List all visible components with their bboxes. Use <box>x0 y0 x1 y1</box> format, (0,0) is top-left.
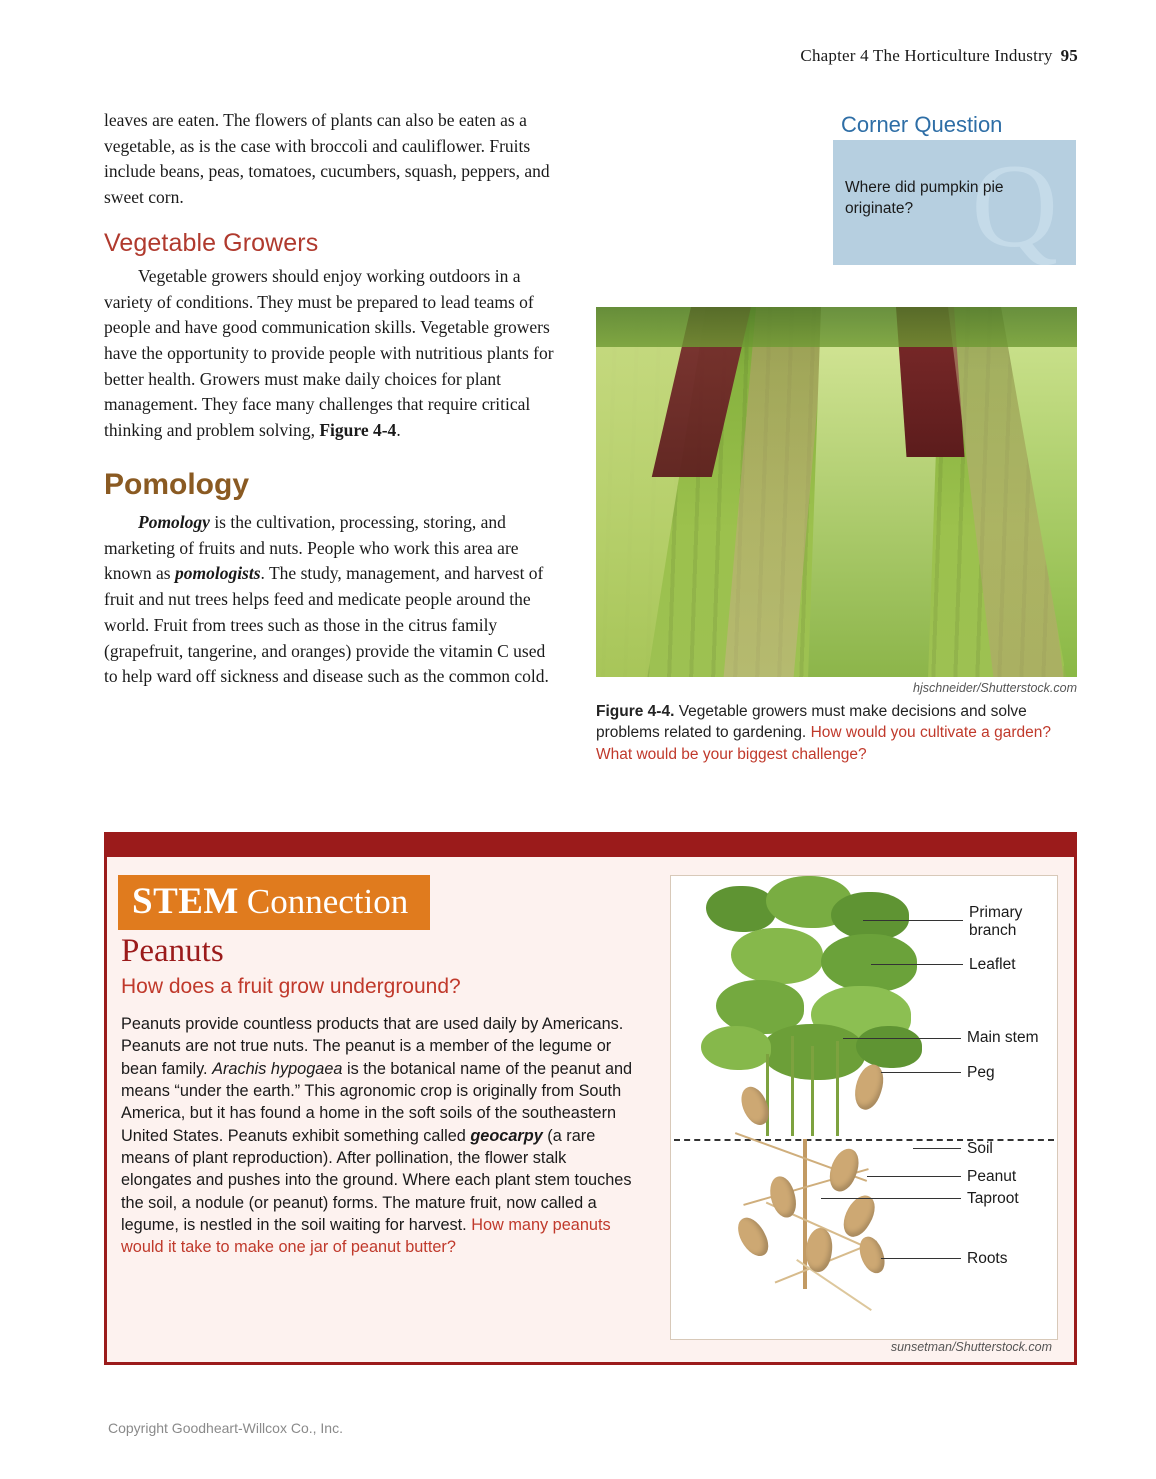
footer-copyright: Copyright Goodheart-Willcox Co., Inc. <box>108 1420 343 1436</box>
stem-connection-subtitle: How does a fruit grow underground? <box>121 975 461 998</box>
stem-banner-bold: STEM <box>132 881 239 922</box>
figure-4-4 <box>596 307 1077 765</box>
page-number: 95 <box>1060 46 1078 65</box>
question-mark-watermark-icon: Q <box>971 140 1058 265</box>
soil-line <box>674 1139 1054 1141</box>
leader-line <box>867 1176 961 1177</box>
diagram-label-peanut: Peanut <box>967 1168 1017 1185</box>
diagram-label-roots: Roots <box>967 1250 1008 1267</box>
root-branch <box>796 1259 872 1311</box>
pomology-paragraph <box>104 510 554 690</box>
stem-connection-question: How many peanuts would it take to make one jar of peanut butter? <box>121 1215 611 1257</box>
stem-connection-body <box>121 1013 636 1258</box>
leader-line <box>843 1038 961 1039</box>
peanut-diagram-credit: sunsetman/Shutterstock.com <box>890 1340 1052 1354</box>
diagram-label-soil: Soil <box>967 1140 993 1157</box>
heading-pomology: Pomology <box>104 467 250 501</box>
figure-4-4-image <box>596 307 1077 677</box>
figure-4-4-caption <box>596 701 1077 765</box>
pomology-text-2: . The study, management, and harvest of fruit and nut trees helps feed and medicate people around the world. Fruit from trees such as those in the citrus family (grapefruit, tangerine, and oranges) provide the vitamin C used to help ward off sickness and disease such as the common cold. <box>104 563 549 687</box>
figure-4-4-question: How would you cultivate a garden? What would be your biggest challenge? <box>596 724 1051 763</box>
horizon-band <box>596 307 1077 347</box>
corner-question-text: Where did pumpkin pie originate? <box>845 179 1004 217</box>
vegetable-growers-paragraph <box>104 264 554 444</box>
leaf-shape <box>821 934 917 992</box>
term-pomologists: pomologists <box>174 563 261 584</box>
leader-line <box>871 964 963 965</box>
diagram-label-main-stem: Main stem <box>967 1029 1039 1046</box>
running-head <box>800 46 1078 66</box>
stem-body-text-3: (a rare means of plant reproduction). After pollination, the flower stalk elongates and pushes into the ground. Where each plant stem touches the soil, a nodule (or peanut) forms. The mature fruit, now called a legume, is nestled in the soil waiting for harvest. <box>121 1126 632 1234</box>
leader-line <box>881 1072 961 1073</box>
figure-4-4-caption-text: Vegetable growers must make decisions and solve problems related to gardening. <box>596 703 1027 742</box>
stem-connection-banner <box>118 875 430 930</box>
main-text-column <box>104 108 554 692</box>
figure-4-4-label: Figure 4-4. <box>596 703 675 720</box>
figure-4-4-credit: hjschneider/Shutterstock.com <box>913 681 1077 695</box>
pomology-text-1: is the cultivation, processing, storing, and marketing of fruits and nuts. People who work this area are known as <box>104 511 519 584</box>
diagram-label-leaflet: Leaflet <box>969 956 1016 973</box>
heading-vegetable-growers: Vegetable Growers <box>104 228 319 257</box>
stem-body-text-1: Peanuts provide countless products that are used daily by Americans. Peanuts are not true nuts. The peanut is a member of the legume or bean family. <box>121 1015 624 1078</box>
stem-body-text-2: is the botanical name of the peanut and means “under the earth.” This agronomic crop is originally from South America, but it has found a home in the soft soils of the southeastern United States. Peanuts exhibit something called <box>121 1059 633 1145</box>
vg-text-2: . <box>396 420 401 441</box>
stem-banner-light: Connection <box>246 882 409 921</box>
diagram-label-taproot: Taproot <box>967 1190 1019 1207</box>
term-geocarpy: geocarpy <box>470 1126 543 1145</box>
figure-reference: Figure 4-4 <box>319 420 397 441</box>
plant-stem <box>811 1046 814 1136</box>
leaf-shape <box>706 886 776 932</box>
leader-line <box>821 1198 961 1199</box>
term-pomology: Pomology <box>138 511 210 532</box>
leaf-shape <box>731 928 823 984</box>
stem-connection-topbar <box>107 835 1074 857</box>
intro-paragraph: leaves are eaten. The flowers of plants can also be eaten as a vegetable, as is the case with broccoli and cauliflower. Fruits include beans, peas, tomatoes, cucumbers, squash, peppers, and sweet corn. <box>104 110 550 208</box>
diagram-label-primary-branch: Primary branch <box>969 904 1023 939</box>
stem-connection-box <box>104 832 1077 1365</box>
leaf-shape <box>856 1026 922 1068</box>
leader-line <box>863 920 963 921</box>
corner-question-title: Corner Question <box>841 112 1003 137</box>
leaf-shape <box>701 1026 771 1070</box>
peanut-plant-diagram <box>670 875 1058 1340</box>
running-head-chapter: Chapter 4 The Horticulture Industry <box>800 46 1053 65</box>
leader-line <box>913 1148 961 1149</box>
leaf-shape <box>831 892 909 940</box>
plant-stem <box>791 1036 794 1136</box>
diagram-label-peg: Peg <box>967 1064 995 1081</box>
plant-stem <box>766 1054 769 1136</box>
plant-stem <box>836 1041 839 1136</box>
vg-text-1: Vegetable growers should enjoy working outdoors in a variety of conditions. They must be prepared to lead teams of people and have good communication skills. Vegetable growers have the opportunity to provide people with nutritious plants for better health. Growers must make daily choices for plant management. They face many challenges that require critical thinking and problem solving, <box>104 265 554 441</box>
stem-connection-title: Peanuts <box>121 933 224 969</box>
peanut-pod <box>733 1213 774 1261</box>
stem-latin-name: Arachis hypogaea <box>212 1059 343 1078</box>
leader-line <box>881 1258 961 1259</box>
peanut-pod <box>856 1234 889 1277</box>
